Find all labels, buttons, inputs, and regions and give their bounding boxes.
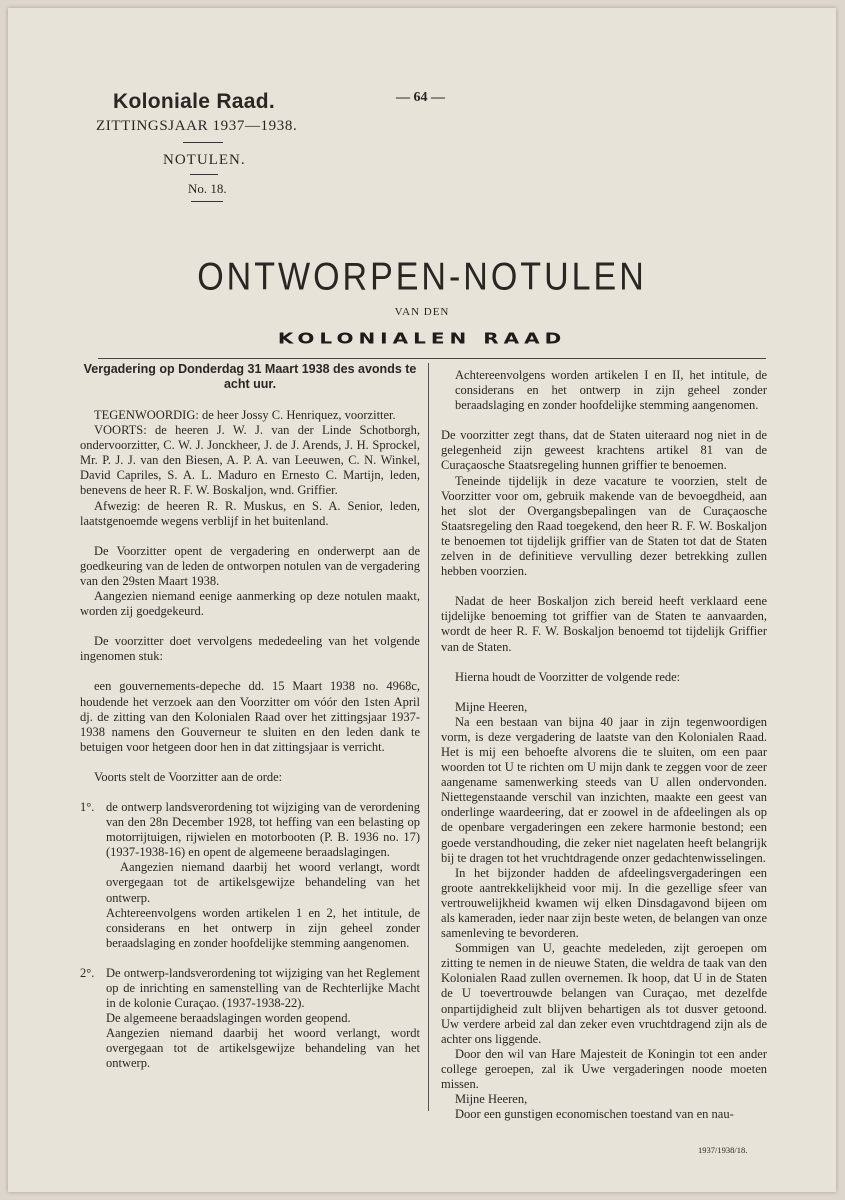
council-banner xyxy=(8,326,836,350)
agenda-item-number: 2°. xyxy=(80,965,95,980)
speech-paragraph: Sommigen van U, geachte medeleden, zijt geroepen om zitting te nemen in de nieuwe Staten, die weldra de taak van den Kolonialen Raad zullen overnemen. Ik hoop, dat U in de Staten de U toevertrouwde belangen van Curaçao, met dezelfde onpartijdigheid zult blijven behartigen als tot dusver getoond. Uw verdere arbeid zal dan zeker even vruchtdragend zijn als de achter ons liggende. xyxy=(441,941,767,1046)
left-column xyxy=(80,362,420,1072)
agenda-item-text: De ontwerp-landsverordening tot wijziging van het Reglement op de inrichting en samenstelling van de Rechterlijke Macht in de kolonie Curaçao. (1937-1938-22). xyxy=(106,965,420,1011)
title-van-den: VAN DEN xyxy=(394,306,450,318)
agenda-item-text: Achtereenvolgens worden artikelen 1 en 2, het intitule, de considerans en het ontwerp in zijn geheel zonder beraadslaging en zonder hoofdelijke stemming aangenomen. xyxy=(106,905,420,950)
header-rule xyxy=(191,201,223,202)
speech-paragraph: In het bijzonder hadden de afdeelingsvergaderingen een groote aantrekkelijkheid voor mij. In die gezellige sfeer van vertrouwelijkheid kwamen wij elken Dinsdagavond bijeen om als kameraden, ieder naar zijn beste weten, de belangen van onze samenleving te bevorderen. xyxy=(441,865,767,941)
banner-rule xyxy=(98,358,766,359)
attendance-present: TEGENWOORDIG: de heer Jossy C. Henriquez, voorzitter. xyxy=(94,408,396,422)
attendance-absent: Afwezig: de heeren R. R. Muskus, en S. A. Senior, leden, laatstgenoemde wegens verblijf in het buitenland. xyxy=(80,498,420,528)
main-title: ONTWORPEN-NOTULEN xyxy=(197,255,647,299)
agenda-item-1 xyxy=(80,800,420,951)
council-banner-text: KOLONIALEN RAAD xyxy=(277,329,567,347)
paragraph: Hierna houdt de Voorzitter de volgende rede: xyxy=(455,669,681,684)
footer-code: 1937/1938/18. xyxy=(698,1145,748,1155)
paragraph: De Voorzitter opent de vergadering en onderwerpt aan de goedkeuring van de leden de ontworpen notulen van de vergadering van den 29sten Maart 1938. xyxy=(80,543,420,588)
session-year: ZITTINGSJAAR 1937—1938. xyxy=(96,118,298,134)
page-number: — 64 — xyxy=(396,90,445,105)
paragraph: Teneinde tijdelijk in deze vacature te voorzien, stelt de Voorzitter voor om, gebruik makende van de bevoegdheid, aan het slot der Overgangsbepalingen van de Curaçaosche Staatsregeling den Raad toegekend, den heer R. F. W. Boskaljon te benoemen tot tijdelijk griffier van de Staten tot dat de Staten zelven in de definitieve vervulling dezer betrekking zullen hebben voorzien. xyxy=(441,473,767,579)
agenda-item-number: 1°. xyxy=(80,799,95,814)
document-page xyxy=(8,8,836,1192)
paragraph: Voorts stelt de Voorzitter aan de orde: xyxy=(94,769,283,784)
speech-paragraph: Na een bestaan van bijna 40 jaar in zijn tegenwoordigen vorm, is deze vergadering de laatste van den Kolonialen Raad. Het is mij een behoefte alvorens die te sluiten, om een paar woorden tot U te richten om U mijn dank te zeggen voor de zeer aangename samenwerking steeds van U allen ondervonden. Niettegenstaande verschil van inzichten, maakte een geest van onderlinge waardeering, dat er zoowel in de afdeelingen als op de openbare vergaderingen een zekere harmonie bestond; een goede verstandhouding, die zeker niet nagelaten heeft belangrijk bij te dragen tot het vruchtdragende onzer gedachtenwisselingen. xyxy=(441,714,767,865)
meeting-heading: Vergadering op Donderdag 31 Maart 1938 des avonds te acht uur. xyxy=(83,362,417,391)
paragraph: De voorzitter doet vervolgens mededeeling van het volgende ingenomen stuk: xyxy=(80,634,420,664)
paragraph: Aangezien niemand eenige aanmerking op deze notulen maakt, worden zij goedgekeurd. xyxy=(80,589,420,619)
agenda-item-text: de ontwerp landsverordening tot wijziging van de verordening van den 28n December 1928, tot heffing van een belasting op motorrijtuigen, rijwielen en motorbooten (P. B. 1936 no. 17) (1937-1938-16) en opent de algemeene beraadslagingen. xyxy=(106,799,420,860)
speech-paragraph: Door den wil van Hare Majesteit de Koningin tot een ander college geroepen, zal ik Uwe vergaderingen noode moeten missen. xyxy=(441,1046,767,1092)
agenda-item-text: Aangezien niemand daarbij het woord verlangt, wordt overgegaan tot de artikelsgewijze behandeling van het ontwerp. xyxy=(106,860,420,905)
section-label: NOTULEN. xyxy=(163,152,246,168)
agenda-item-text: De algemeene beraadslagingen worden geopend. xyxy=(106,1011,351,1026)
document-number: No. 18. xyxy=(188,181,227,196)
speech-paragraph: Door een gunstigen economischen toestand van en nau- xyxy=(455,1107,734,1122)
paragraph: een gouvernements-depeche dd. 15 Maart 1938 no. 4968c, houdende het verzoek aan den Voorzitter om vóór den 1sten April dj. de zitting van den Kolonialen Raad over het zittingsjaar 1937-1938 namens den Gouverneur te sluiten en den leden dank te betuigen voor hetgeen door hen in dat zittingsjaar is verricht. xyxy=(80,679,420,754)
council-title: Koloniale Raad. xyxy=(113,90,276,113)
paragraph: Achtereenvolgens worden artikelen I en II, het intitule, de considerans en het ontwerp in zijn geheel zonder beraadslaging en zonder hoofdelijke stemming aangenomen. xyxy=(455,368,767,413)
header-rule xyxy=(190,174,218,175)
column-divider xyxy=(428,363,429,1111)
right-column xyxy=(441,368,767,1122)
attendance-members: VOORTS: de heeren J. W. J. van der Linde Schotborgh, ondervoorzitter, C. W. J. Jonckheer, J. de J. Arends, J. H. Sprockel, Mr. P. J. J. van den Biesen, A. P. A. van Leeuwen, C. N. Winkel, David Capriles, S. A. L. Maduro en Ernesto C. Martijn, leden, benevens de heer R. F. W. Boskaljon, wnd. Griffier. xyxy=(80,423,420,498)
agenda-item-2 xyxy=(80,966,420,1072)
speech-salutation: Mijne Heeren, xyxy=(455,699,528,714)
header-rule xyxy=(183,142,223,143)
agenda-item-text: Aangezien niemand daarbij het woord verlangt, wordt overgegaan tot de artikelsgewijze behandeling van het ontwerp. xyxy=(106,1026,420,1071)
speech-salutation: Mijne Heeren, xyxy=(455,1092,528,1107)
paragraph: Nadat de heer Boskaljon zich bereid heeft verklaard eene tijdelijke benoeming tot griffier van de Staten te aanvaarden, wordt de heer R. F. W. Boskaljon benoemd tot tijdelijk Griffier van de Staten. xyxy=(441,594,767,654)
paragraph: De voorzitter zegt thans, dat de Staten uiteraard nog niet in de gelegenheid zijn geweest krachtens artikel 81 van de Curaçaosche Staatsregeling hunnen griffier te benoemen. xyxy=(441,428,767,473)
